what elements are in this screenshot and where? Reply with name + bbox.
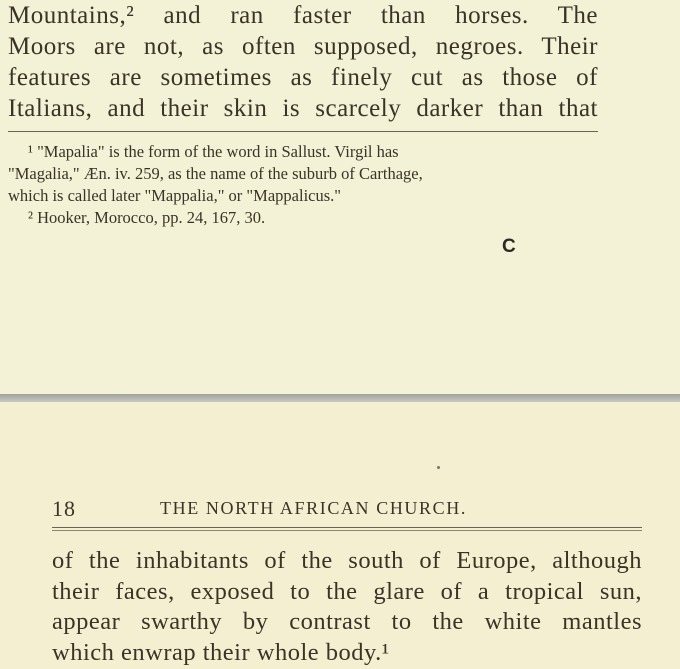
footnote-line: ² Hooker, Morocco, pp. 24, 167, 30. [28,208,266,227]
body-line: which enwrap their whole body.¹ [52,638,390,666]
lower-page-body [52,546,642,668]
footnote-line: which is called later "Mappalia," or "Mappalicus." [8,186,342,205]
body-line: Moors are not, as often supposed, negroes. Their [8,33,598,60]
body-line: Mountains,² and ran faster than horses. The [8,2,598,29]
body-line: their faces, exposed to the glare of a tropical sun, [52,577,642,605]
body-line: features are sometimes as finely cut as those of [8,64,598,91]
running-head [52,496,642,524]
body-line: of the inhabitants of the south of Europe, although [52,547,642,574]
footnotes [8,141,598,229]
signature-mark: C [502,236,516,257]
header-rule-secondary [52,530,642,531]
footnote-line: "Magalia," Æn. iv. 259, as the name of the suburb of Carthage, [8,164,423,183]
footnote-line: ¹ "Mapalia" is the form of the word in Sallust. Virgil has [28,142,399,161]
footnote-rule [8,131,598,132]
upper-page-body [8,0,598,124]
paper-speck [437,466,440,469]
page-separator [0,394,680,402]
header-rule [52,527,642,528]
body-line: Italians, and their skin is scarcely darker than that [8,95,598,122]
page-number: 18 [52,496,76,521]
running-title: THE NORTH AFRICAN CHURCH. [160,498,467,518]
body-line: appear swarthy by contrast to the white mantles [52,608,642,635]
